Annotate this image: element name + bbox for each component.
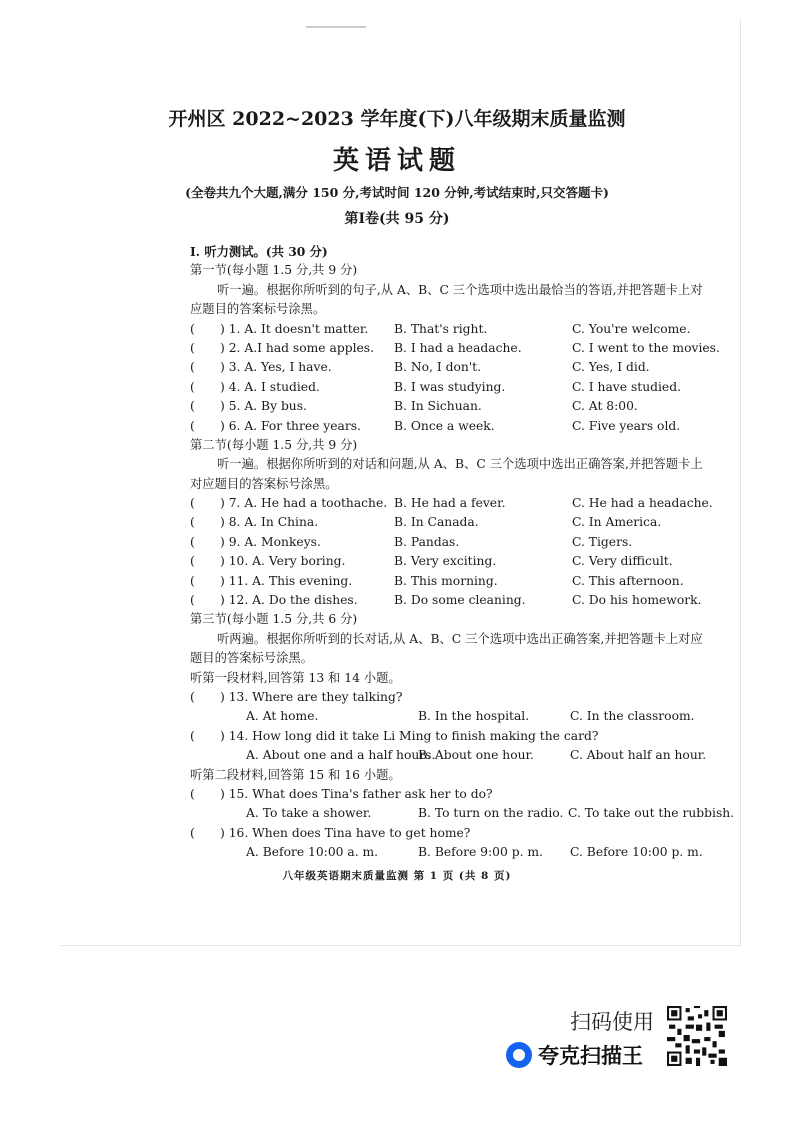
- question-row: [190, 533, 710, 552]
- option-b: B. That's right.: [394, 321, 488, 336]
- option-a: ) 10. A. Very boring.: [220, 554, 346, 569]
- answer-paren: (: [190, 554, 195, 569]
- question-row: [190, 397, 710, 416]
- option-a: ) 3. A. Yes, I have.: [220, 360, 332, 375]
- option-a: ) 6. A. For three years.: [220, 418, 361, 433]
- question-options: A. At home. B. In the hospital. C. In the classroom.: [246, 709, 695, 724]
- question-row: [190, 591, 710, 610]
- question-options: A. Before 10:00 a. m. B. Before 9:00 p. m. C. Before 10:00 p. m.: [246, 845, 703, 860]
- option-c: C. Five years old.: [572, 418, 681, 433]
- answer-paren: (: [190, 321, 195, 336]
- instruction: 应题目的答案标号涂黑。: [190, 302, 326, 317]
- answer-paren: (: [190, 515, 195, 530]
- option-c: C. Do his homework.: [572, 593, 702, 608]
- material-note: 听第一段材料,回答第 13 和 14 小题。: [190, 670, 401, 685]
- option-a: ) 4. A. I studied.: [220, 379, 320, 394]
- option-b: B. In Canada.: [394, 515, 479, 530]
- instruction: 对应题目的答案标号涂黑。: [190, 476, 338, 491]
- option-c: C. In America.: [572, 515, 662, 530]
- answer-paren: (: [190, 496, 195, 511]
- question-options: A. To take a shower. B. To turn on the radio. C. To take out the rubbish.: [246, 806, 735, 821]
- answer-paren: (: [190, 786, 195, 801]
- answer-paren: (: [190, 825, 195, 840]
- question-options: A. About one and a half hours. B. About one hour. C. About half an hour.: [246, 748, 707, 763]
- scanner-brand: [506, 1040, 643, 1070]
- option-a: ) 2. A.I had some apples.: [220, 340, 374, 355]
- question-row: [190, 417, 710, 436]
- instruction: 听两遍。根据你所听到的长对话,从 A、B、C 三个选项中选出正确答案,并把答题卡上对应: [217, 631, 703, 646]
- option-c: C. At 8:00.: [572, 399, 638, 414]
- question-row: [190, 572, 710, 591]
- instruction: 题目的答案标号涂黑。: [190, 651, 313, 666]
- answer-paren: (: [190, 728, 195, 743]
- volume-title: 第Ⅰ卷(共 95 分): [344, 211, 450, 227]
- question-row: [190, 552, 710, 571]
- option-c: C. I went to the movies.: [572, 340, 720, 355]
- option-b: B. I had a headache.: [394, 340, 522, 355]
- option-b: B. I was studying.: [394, 379, 506, 394]
- scan-to-use-label: 扫码使用: [570, 1010, 654, 1034]
- option-a: ) 11. A. This evening.: [220, 573, 353, 588]
- answer-paren: (: [190, 573, 195, 588]
- scan-mark: [306, 26, 366, 28]
- option-c: C. I have studied.: [572, 379, 681, 394]
- material-note: 听第二段材料,回答第 15 和 16 小题。: [190, 767, 401, 782]
- quark-logo-icon: [506, 1042, 532, 1068]
- instruction: 听一遍。根据你所听到的对话和问题,从 A、B、C 三个选项中选出正确答案,并把答题卡上: [217, 457, 703, 472]
- exam-body: [190, 242, 735, 863]
- question-row: [190, 358, 710, 377]
- section-title: 第三节(每小题 1.5 分,共 6 分): [190, 612, 358, 627]
- option-b: B. Do some cleaning.: [394, 593, 526, 608]
- option-c: C. You're welcome.: [572, 321, 691, 336]
- option-c: C. Yes, I did.: [572, 360, 650, 375]
- option-a: ) 7. A. He had a toothache.: [220, 496, 388, 511]
- option-a: ) 8. A. In China.: [220, 515, 319, 530]
- section-title: 第二节(每小题 1.5 分,共 9 分): [190, 437, 358, 452]
- question-stem: ( ) 14. How long did it take Li Ming to finish making the card?: [190, 727, 710, 746]
- question-row: [190, 494, 713, 513]
- instruction: 听一遍。根据你所听到的句子,从 A、B、C 三个选项中选出最恰当的答语,并把答题卡上对: [217, 282, 703, 297]
- question-row: [190, 320, 710, 339]
- question-row: [190, 513, 710, 532]
- question-row: [190, 339, 720, 358]
- answer-paren: (: [190, 360, 195, 375]
- exam-title: 开州区 2022~2023 学年度(下)八年级期末质量监测: [168, 108, 626, 130]
- page-footer: 八年级英语期末质量监测 第 1 页 (共 8 页): [282, 870, 512, 882]
- option-b: B. Pandas.: [394, 534, 460, 549]
- option-b: B. Very exciting.: [394, 554, 497, 569]
- option-c: C. This afternoon.: [572, 573, 684, 588]
- question-row: [190, 378, 710, 397]
- option-b: B. He had a fever.: [394, 496, 506, 511]
- qr-code-icon[interactable]: [667, 1006, 727, 1066]
- exam-note: (全卷共九个大题,满分 150 分,考试时间 120 分钟,考试结束时,只交答题卡): [185, 185, 609, 200]
- question-stem: ( ) 15. What does Tina's father ask her to do?: [190, 785, 710, 804]
- section-title: 第一节(每小题 1.5 分,共 9 分): [190, 263, 358, 278]
- brand-name: 夸克扫描王: [538, 1044, 643, 1068]
- option-a: ) 5. A. By bus.: [220, 399, 307, 414]
- part-heading: Ⅰ. 听力测试。(共 30 分): [190, 244, 328, 259]
- option-c: C. Very difficult.: [572, 554, 673, 569]
- option-b: B. No, I don't.: [394, 360, 482, 375]
- option-b: B. In Sichuan.: [394, 399, 482, 414]
- option-b: B. Once a week.: [394, 418, 495, 433]
- option-a: ) 1. A. It doesn't matter.: [220, 321, 369, 336]
- option-c: C. He had a headache.: [572, 496, 713, 511]
- answer-paren: (: [190, 379, 195, 394]
- option-b: B. This morning.: [394, 573, 498, 588]
- option-c: C. Tigers.: [572, 534, 633, 549]
- question-stem: ( ) 16. When does Tina have to get home?: [190, 824, 710, 843]
- subject-title: 英语试题: [332, 146, 461, 176]
- answer-paren: (: [190, 418, 195, 433]
- option-a: ) 12. A. Do the dishes.: [220, 593, 358, 608]
- question-stem: ( ) 13. Where are they talking?: [190, 688, 710, 707]
- answer-paren: (: [190, 593, 195, 608]
- answer-paren: (: [190, 340, 195, 355]
- answer-paren: (: [190, 399, 195, 414]
- answer-paren: (: [190, 689, 195, 704]
- option-a: ) 9. A. Monkeys.: [220, 534, 321, 549]
- answer-paren: (: [190, 534, 195, 549]
